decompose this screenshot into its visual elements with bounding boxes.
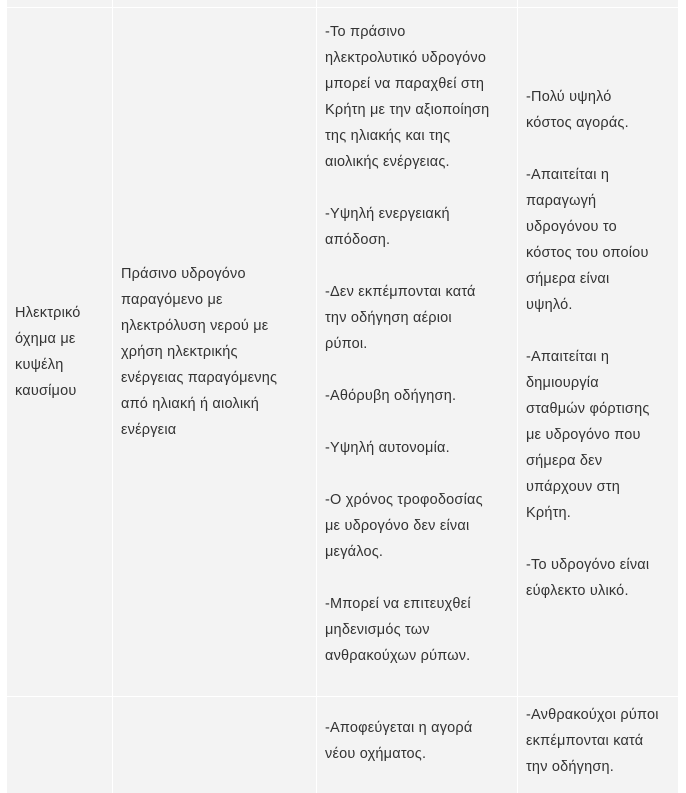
column-divider — [112, 0, 113, 793]
comparison-table — [7, 0, 678, 793]
disadvantage-line: κόστος αγοράς. — [526, 115, 629, 131]
advantage-item — [325, 19, 509, 175]
vehicle-line: κυψέλη — [15, 357, 64, 373]
energy-line: παραγόμενο με — [121, 292, 223, 308]
energy-source-cell — [113, 8, 316, 696]
advantage-line: την οδήγηση αέριοι — [325, 310, 452, 326]
energy-source-cell-empty — [113, 697, 316, 793]
disadvantage-line: εκπέμπονται κατά — [526, 733, 644, 749]
advantage-line: μεγάλος. — [325, 544, 384, 560]
disadvantage-line: υψηλό. — [526, 297, 573, 313]
energy-line: χρήση ηλεκτρικής — [121, 344, 238, 360]
vehicle-line: καυσίμου — [15, 383, 77, 399]
disadvantage-line: -Το υδρογόνο είναι — [526, 557, 650, 573]
disadvantage-line: Κρήτη. — [526, 505, 572, 521]
advantage-line: μηδενισμός των — [325, 622, 430, 638]
advantage-line: -Το πράσινο — [325, 24, 406, 40]
disadvantage-line: δημιουργία — [526, 375, 599, 391]
advantage-line: -Μπορεί να επιτευχθεί — [325, 596, 471, 612]
disadvantage-item — [526, 344, 670, 526]
disadvantages-list — [526, 84, 670, 604]
advantage-line: νέου οχήματος. — [325, 746, 427, 762]
energy-line: Πράσινο υδρογόνο — [121, 266, 246, 282]
vehicle-type-cell — [7, 8, 112, 696]
advantage-item — [325, 383, 509, 409]
advantage-item — [325, 591, 509, 669]
advantages-list — [325, 715, 509, 767]
advantage-item — [325, 715, 509, 767]
disadvantages-cell — [518, 8, 678, 696]
energy-line: ενέργεια — [121, 422, 177, 438]
energy-line: ηλεκτρόλυση νερού με — [121, 318, 269, 334]
advantages-cell — [317, 697, 517, 793]
disadvantage-line: σήμερα είναι — [526, 271, 610, 287]
column-divider — [517, 0, 518, 793]
disadvantage-line: -Πολύ υψηλό — [526, 89, 612, 105]
advantage-line: απόδοση. — [325, 232, 391, 248]
advantage-line: -Αθόρυβη οδήγηση. — [325, 388, 457, 404]
disadvantage-line: υδρογόνου το — [526, 219, 617, 235]
advantages-cell — [317, 8, 517, 696]
disadvantage-line: εύφλεκτο υλικό. — [526, 583, 629, 599]
advantage-line: -Ο χρόνος τροφοδοσίας — [325, 492, 483, 508]
disadvantage-line: κόστος του οποίου — [526, 245, 649, 261]
advantage-line: ρύποι. — [325, 336, 368, 352]
disadvantage-line: υπάρχουν στη — [526, 479, 620, 495]
energy-source-text — [121, 261, 308, 443]
disadvantage-line: -Απαιτείται η — [526, 167, 610, 183]
vehicle-line: Ηλεκτρικό — [15, 305, 81, 321]
row-divider — [7, 696, 678, 697]
table-row-next — [7, 697, 678, 793]
advantage-line: -Υψηλή ενεργειακή — [325, 206, 450, 222]
disadvantages-cell — [518, 697, 678, 793]
disadvantage-line: την οδήγηση. — [526, 759, 615, 775]
advantage-item — [325, 487, 509, 565]
disadvantages-list — [526, 702, 670, 780]
advantage-line: ηλεκτρολυτικό υδρογόνο — [325, 50, 487, 66]
disadvantage-item — [526, 84, 670, 136]
advantage-line: μπορεί να παραχθεί στη — [325, 76, 485, 92]
table-row-partial-top — [7, 0, 678, 7]
disadvantage-line: σταθμών φόρτισης — [526, 401, 650, 417]
column-divider — [316, 0, 317, 793]
disadvantage-line: -Ανθρακούχοι ρύποι — [526, 707, 659, 723]
vehicle-line: όχημα με — [15, 331, 76, 347]
vehicle-type-cell-empty — [7, 697, 112, 793]
advantage-line: -Αποφεύγεται η αγορά — [325, 720, 473, 736]
energy-line: ενέργειας παραγόμενης — [121, 370, 278, 386]
row-divider — [7, 7, 678, 8]
advantage-line: της ηλιακής και της — [325, 128, 451, 144]
disadvantage-line: παραγωγή — [526, 193, 597, 209]
advantage-line: αιολικής ενέργειας. — [325, 154, 450, 170]
advantage-line: -Δεν εκπέμπονται κατά — [325, 284, 476, 300]
advantage-item — [325, 279, 509, 357]
advantages-list — [325, 19, 509, 669]
table-row-fuel-cell — [7, 8, 678, 696]
advantage-line: -Υψηλή αυτονομία. — [325, 440, 450, 456]
disadvantage-line: -Απαιτείται η — [526, 349, 610, 365]
disadvantage-item — [526, 162, 670, 318]
advantage-line: με υδρογόνο δεν είναι — [325, 518, 470, 534]
advantage-item — [325, 201, 509, 253]
disadvantage-item — [526, 702, 670, 780]
disadvantage-line: με υδρογόνο που — [526, 427, 641, 443]
disadvantage-item — [526, 552, 670, 604]
disadvantage-line: σήμερα δεν — [526, 453, 603, 469]
advantage-item — [325, 435, 509, 461]
energy-line: από ηλιακή ή αιολική — [121, 396, 260, 412]
advantage-line: Κρήτη με την αξιοποίηση — [325, 102, 490, 118]
vehicle-type-text — [15, 300, 104, 404]
advantage-line: ανθρακούχων ρύπων. — [325, 648, 471, 664]
